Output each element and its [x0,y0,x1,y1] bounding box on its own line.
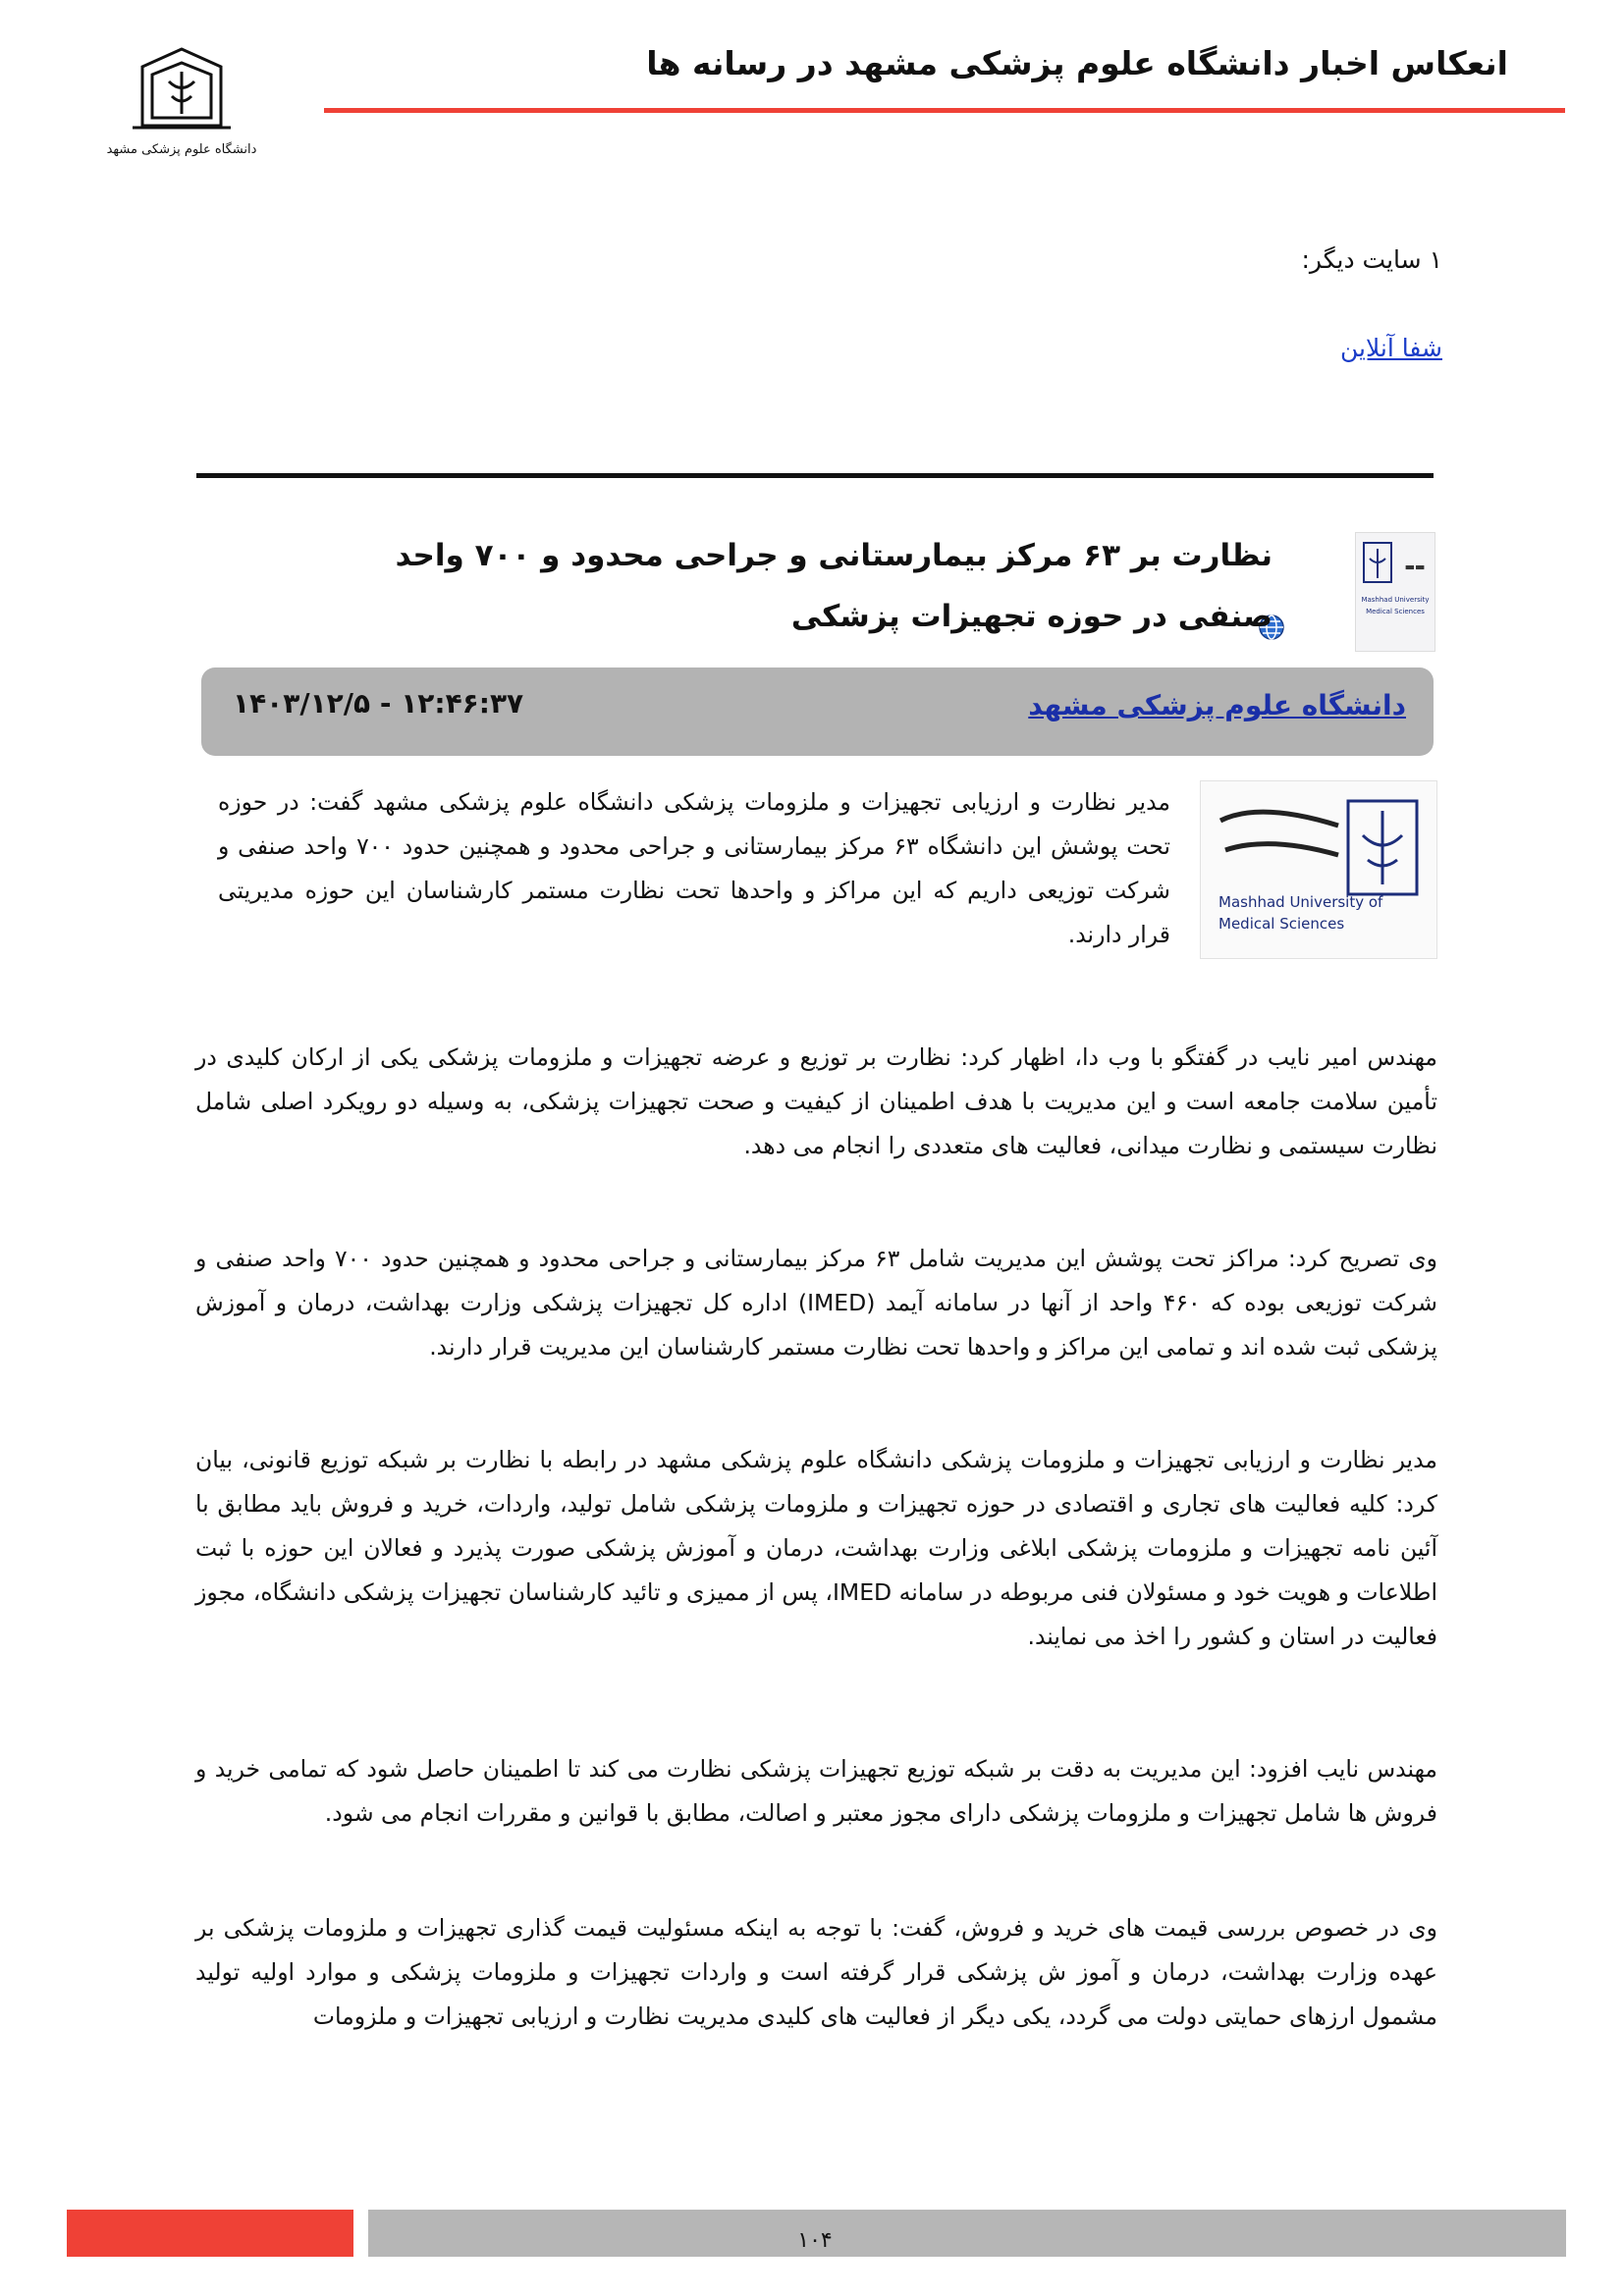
article-source-link[interactable]: دانشگاه علوم پزشکی مشهد [1028,689,1406,721]
article-paragraph: وی تصریح کرد: مراکز تحت پوشش این مدیریت شامل ۶۳ مرکز بیمارستانی و جراحی محدود و همچنین حدود ۷۰۰ واحد صنفی و شرکت توزیعی بوده که ۴۶۰ واحد از آنها در سامانه آیمد (IMED) اداره کل تجهیزات پزشکی وزارت بهداشت، درمان و آموزش پزشکی ثبت شده اند و تمامی این مراکز و واحدها تحت نظارت مستمر کارشناسان این مدیریت قرار دارند. [195,1245,1438,1361]
article-paragraph: مدیر نظارت و ارزیابی تجهیزات و ملزومات پزشکی دانشگاه علوم پزشکی مشهد در رابطه با نظارت بر شبکه توزیع قانونی، بیان کرد: کلیه فعالیت های تجاری و اقتصادی در حوزه تجهیزات و ملزومات پزشکی شامل تولید، واردات، خرید و فروش باید مطابق با آئین نامه تجهیزات و ملزومات پزشکی ابلاغی وزارت بهداشت، درمان و آموزش پزشکی صورت پذیرد و فعالان این حوزه با ثبت اطلاعات و هویت خود و مسئولان فنی مربوطه در سامانه IMED، پس از ممیزی و تائید کارشناسان تجهیزات پزشکی دانشگاه، مجوز فعالیت در استان و کشور را اخذ می نمایند. [195,1446,1437,1650]
article-paragraph: وی در خصوص بررسی قیمت های خرید و فروش، گفت: با توجه به اینکه مسئولیت قیمت گذاری تجهیزات و ملزومات پزشکی بر عهده وزارت بهداشت، درمان و آموز ش پزشکی قرار گرفته است و واردات تجهیزات و ملزومات پزشکی و موارد اولیه تولید مشمول ارزهای حمایتی دولت می گردد، یکی دیگر از فعالیت های کلیدی مدیریت نظارت و ارزیابی تجهیزات و ملزومات [195,1914,1437,2030]
svg-text:▬▬: ▬▬ [1404,561,1426,573]
article-paragraph: مهندس نایب افزود: این مدیریت به دقت بر شبکه توزیع تجهیزات پزشکی نظارت می کند تا اطمینان حاصل شود که تمامی خرید و فروش ها شامل تجهیزات و ملزومات پزشکی دارای مجوز معتبر و اصالت، مطابق با قوانین و مقررات انجام می شود. [195,1755,1437,1827]
article-title: نظارت بر ۶۳ مرکز بیمارستانی و جراحی محدود و ۷۰۰ واحد صنفی در حوزه تجهیزات پزشکی [395,538,1272,634]
svg-text:Medical Sciences: Medical Sciences [1218,915,1345,933]
header-title: انعکاس اخبار دانشگاه علوم پزشکی مشهد در رسانه ها [646,44,1508,82]
article-paragraph: مهندس امیر نایب در گفتگو با وب دا، اظهار کرد: نظارت بر توزیع و عرضه تجهیزات و ملزومات پزشکی یکی از ارکان کلیدی در تأمین سلامت جامعه است و این مدیریت با هدف اطمینان از کیفیت و صحت تجهیزات پزشکی، به وسیله دو رویکرد اصلی شامل نظارت سیستمی و نظارت میدانی، فعالیت های متعددی را انجام می دهد. [195,1043,1437,1159]
article-date: ۱۴۰۳/۱۲/۵ - ۱۲:۴۶:۳۷ [233,687,524,720]
footer-red-bar [67,2210,353,2257]
article-thumbnail [1355,532,1435,652]
lead-logo-image [1200,780,1437,959]
svg-text:Mashhad University: Mashhad University [1361,596,1430,604]
footer-gray-bar [368,2210,1566,2257]
header-rule [324,108,1565,113]
svg-text:Mashhad University of: Mashhad University of [1218,893,1383,911]
section-divider [196,473,1434,478]
svg-text:Medical Sciences: Medical Sciences [1366,608,1425,615]
other-sites-label: ۱ سایت دیگر: [1301,245,1442,274]
article-meta-bar [201,667,1434,756]
university-logo-icon [106,37,257,165]
article-lead: مدیر نظارت و ارزیابی تجهیزات و ملزومات پزشکی دانشگاه علوم پزشکی مشهد گفت: در حوزه تحت پوشش این دانشگاه ۶۳ مرکز بیمارستانی و جراحی محدود و همچنین حدود ۷۰۰ واحد صنفی و شرکت توزیعی داریم که این مراکز و واحدها تحت نظارت مستمر کارشناسان این حوزه مدیریتی قرار دارند. [218,788,1170,948]
page-number: ۱۰۴ [797,2228,833,2253]
university-logo-icon [1356,533,1435,651]
source-link-shafa-online[interactable]: شفا آنلاین [1340,334,1442,362]
svg-text:دانشگاه علوم پزشکی مشهد: دانشگاه علوم پزشکی مشهد [106,142,257,157]
